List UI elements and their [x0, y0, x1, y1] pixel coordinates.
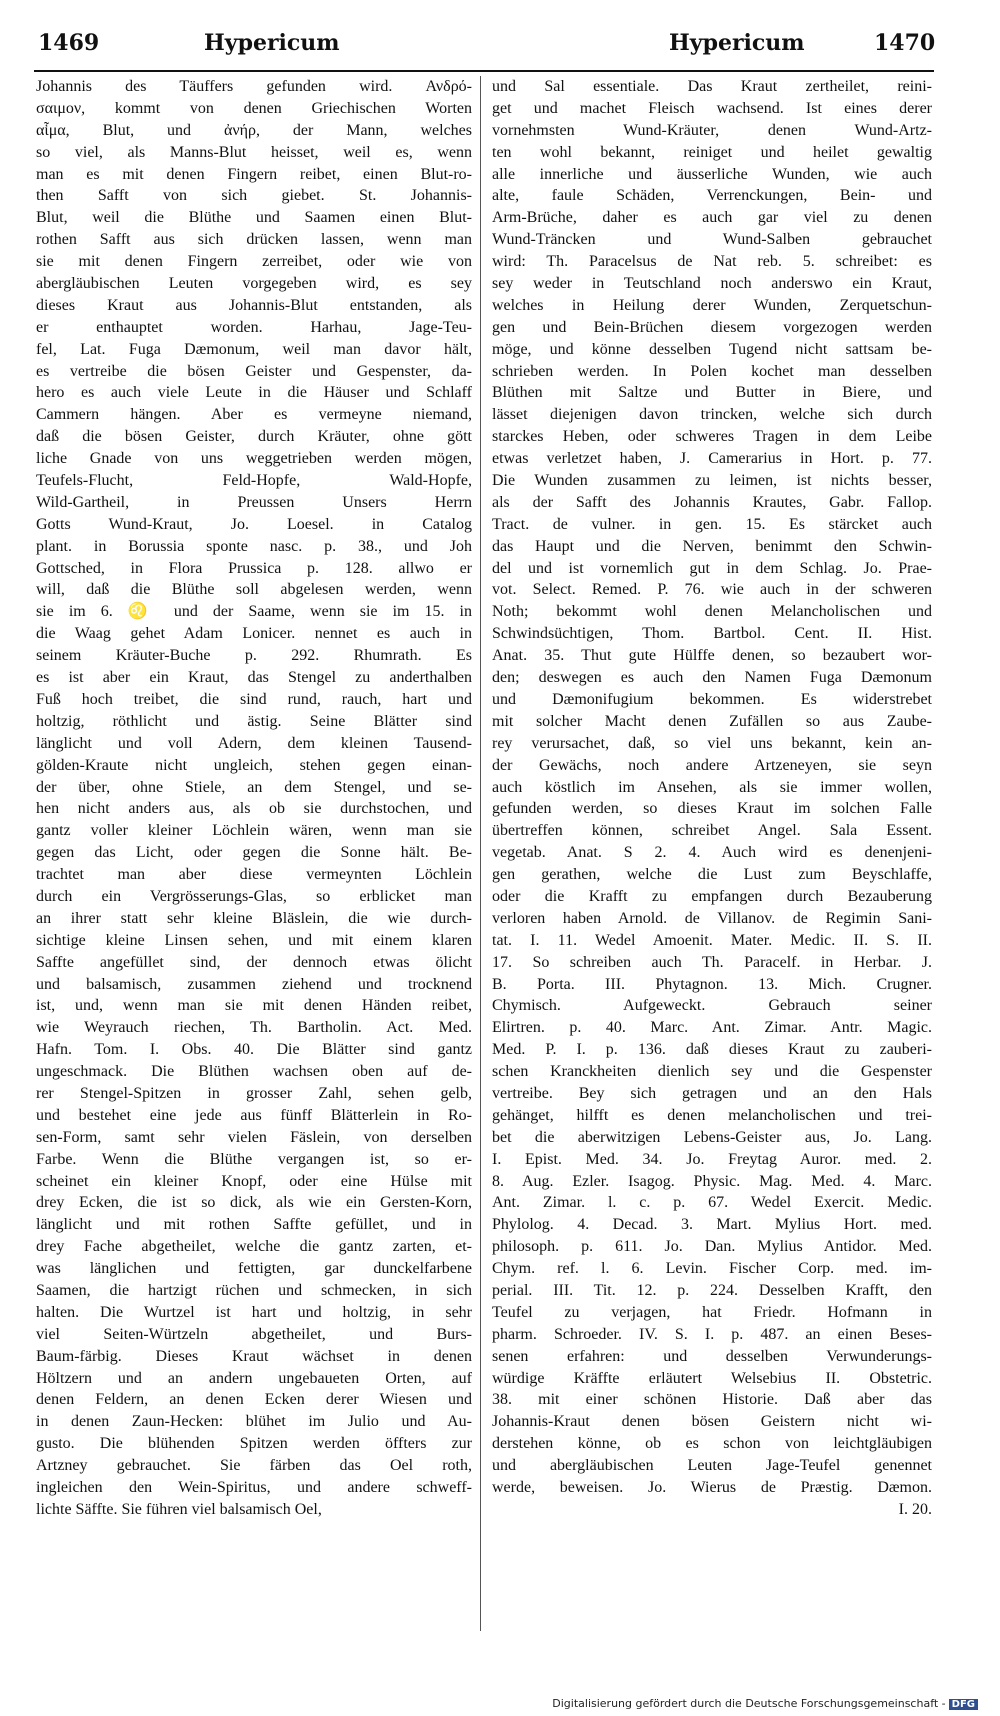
header-rule: [34, 70, 934, 72]
text-line: es vertreibe die bösen Geister und Gespenster, da-: [36, 362, 472, 380]
text-line: lässet diejenigen davon trincken, welche sich durch: [492, 406, 932, 424]
text-line: Blüthen mit Saltze und Butter in Biere, und: [492, 384, 932, 402]
text-line: das Haupt und die Nerven, benimmt den Schwin-: [492, 537, 932, 555]
text-line: sey weder in Teutschland noch anderswo ein Kraut,: [492, 275, 932, 293]
text-line: sie im 6. ♌ und der Saame, wenn sie im 15. in: [36, 603, 472, 621]
text-line: Höltzern und an andern ungebaueten Orten, auf: [36, 1369, 472, 1387]
text-line: Hafn. Tom. I. Obs. 40. Die Blätter sind gantz: [36, 1041, 472, 1059]
text-line: liche Gnade von uns weggetrieben werden mögen,: [36, 450, 472, 468]
text-line: del und ist vornemlich gut in dem Schlag. Jo. Prae-: [492, 559, 932, 577]
text-line: und abergläubischen Leuten Jage-Teufel genennet: [492, 1457, 932, 1475]
text-line: durch ein Vergrösserungs-Glas, so erblicket man: [36, 887, 472, 905]
text-line: der Gewächs, noch andere Artzeneyen, sie seyn: [492, 756, 932, 774]
text-line: mit solcher Macht denen Zufällen so aus Zaube-: [492, 712, 932, 730]
text-line: wird: Th. Paracelsus de Nat reb. 5. schreibet: es: [492, 253, 932, 271]
text-line: 38. mit einer schönen Historie. Daß aber das: [492, 1391, 932, 1409]
text-line: halten. Die Wurtzel ist hart und holtzig, in sehr: [36, 1303, 472, 1321]
text-line: abergläubischen Leuten vorgegeben wird, es sey: [36, 275, 472, 293]
text-line: I. 20.: [898, 1500, 932, 1518]
text-line: gefunden werden, so dieses Kraut im solchen Falle: [492, 800, 932, 818]
text-line: etwas verletzet haben, J. Camerarius in Hort. p. 77.: [492, 450, 932, 468]
text-line: alte, faule Schäden, Verrenckungen, Bein- und: [492, 187, 932, 205]
text-line: und balsamisch, zusammen ziehend und trocknend: [36, 975, 472, 993]
text-line: hero es auch viele Leute in die Häuser und Schlaff: [36, 384, 472, 402]
text-line: alle innerliche und äusserliche Wunden, wie auch: [492, 165, 932, 183]
text-line: hen nicht anders aus, als ob sie durchstochen, und: [36, 800, 472, 818]
text-line: Teufel zu verjagen, hat Friedr. Hofmann in: [492, 1303, 932, 1321]
running-title-right: Hypericum: [669, 30, 805, 56]
credit-text: Digitalisierung gefördert durch die Deutsche Forschungsgemeinschaft -: [552, 1697, 946, 1710]
text-line: gehänget, hilfft es denen melancholischen und trei-: [492, 1106, 932, 1124]
text-line: Tract. de vulner. in gen. 15. Es stärcket auch: [492, 515, 932, 533]
text-line: Gottsched, in Flora Prussica p. 128. allwo er: [36, 559, 472, 577]
text-line: Chymisch. Aufgeweckt. Gebrauch seiner: [492, 997, 932, 1015]
text-line: Schwindsüchtigen, Thom. Bartbol. Cent. II. Hist.: [492, 625, 932, 643]
text-line: Baum-färbig. Dieses Kraut wächset in denen: [36, 1347, 472, 1365]
text-line: perial. III. Tit. 12. p. 224. Desselben Krafft, den: [492, 1281, 932, 1299]
text-line: rey verursachet, daß, so viel uns bekannt, kein an-: [492, 734, 932, 752]
text-line: man es mit denen Fingern reibet, einen Blut-ro-: [36, 165, 472, 183]
text-line: σαιμον, kommt von denen Griechischen Worten: [36, 99, 472, 117]
text-line: Johannis des Täuffers gefunden wird. Ανδρό-: [36, 78, 472, 95]
text-line: Farbe. Wenn die Blüthe vergangen ist, so er-: [36, 1150, 472, 1168]
text-line: Phylolog. 4. Decad. 3. Mart. Mylius Hort. med.: [492, 1216, 932, 1234]
text-line: Noth; bekommt wohl denen Melancholischen und: [492, 603, 932, 621]
text-line: lichte Säffte. Sie führen viel balsamisch Oel,: [36, 1500, 322, 1518]
text-line: I. Epist. Med. 34. Jo. Freytag Auror. med. 2.: [492, 1150, 932, 1168]
text-line: gantz voller kleiner Löchlein wären, wenn man sie: [36, 822, 472, 840]
text-line: der über, ohne Stiele, an dem Stengel, und se-: [36, 778, 472, 796]
text-line: Med. P. I. p. 136. daß dieses Kraut zu zauberi-: [492, 1041, 932, 1059]
text-line: länglicht und voll Adern, dem kleinen Tausend-: [36, 734, 472, 752]
text-line: will, daß die Blüthe soll abgelesen werden, wenn: [36, 581, 472, 599]
text-line: werde, beweisen. Jo. Wierus de Præstig. Dæmon.: [492, 1479, 932, 1496]
text-line: ist, und, wenn man sie mit denen Händen reibet,: [36, 997, 472, 1015]
text-line: fel, Lat. Fuga Dæmonum, weil man davor hält,: [36, 340, 472, 358]
text-line: Wild-Gartheil, in Preussen Unsers Herrn: [36, 493, 472, 511]
text-line: gen und Bein-Brüchen diesem vorgezogen werden: [492, 318, 932, 336]
text-column-left: [36, 76, 472, 1521]
text-line: und Sal essentiale. Das Kraut zertheilet, reini-: [492, 78, 932, 95]
dfg-logo: DFG: [949, 1699, 978, 1710]
text-line: er enthauptet worden. Harhau, Jage-Teu-: [36, 318, 472, 336]
text-line: vornehmsten Wund-Kräuter, denen Wund-Artz-: [492, 121, 932, 139]
text-line: rer Stengel-Spitzen in grosser Zahl, sehen gelb,: [36, 1084, 472, 1102]
text-line: an ihrer statt sehr kleine Bläslein, die wie durch-: [36, 909, 472, 927]
text-line: verloren haben Arnold. de Villanov. de Regimin Sani-: [492, 909, 932, 927]
text-line: tat. I. 11. Wedel Amoenit. Mater. Medic. II. S. II.: [492, 931, 932, 949]
text-line: Anat. 35. Thut gute Hülffe denen, so bezaubert wor-: [492, 647, 932, 665]
text-line: übertreffen können, schreibet Angel. Sala Essent.: [492, 822, 932, 840]
text-line: Die Wunden zusammen zu leimen, ist nichts besser,: [492, 472, 932, 490]
text-line: 8. Aug. Ezler. Isagog. Physic. Mag. Med. 4. Marc.: [492, 1172, 932, 1190]
text-line: Wund-Träncken und Wund-Salben gebrauchet: [492, 231, 932, 249]
text-line: ingleichen den Wein-Spiritus, und andere schweff-: [36, 1479, 472, 1496]
text-line: daß die bösen Geister, durch Kräuter, ohne gött: [36, 428, 472, 446]
text-column-right: [492, 76, 932, 1521]
text-line: als der Safft des Johannis Krautes, Gabr. Fallop.: [492, 493, 932, 511]
text-line: drey Fache abgetheilet, welche die gantz zarten, et-: [36, 1238, 472, 1256]
text-line: ten wohl bekannt, reiniget und heilet gewaltig: [492, 143, 932, 161]
text-line: vegetab. Anat. S 2. 4. Auch wird es denenjeni-: [492, 844, 932, 862]
text-line: Fuß hoch treibet, die sind rund, rauch, hart und: [36, 690, 472, 708]
text-line: gen gerathen, welche die Lust zum Beyschlaffe,: [492, 866, 932, 884]
text-line: so viel, als Manns-Blut heisset, weil es, wenn: [36, 143, 472, 161]
text-line: denen Feldern, an denen Ecken derer Wiesen und: [36, 1391, 472, 1409]
text-line: Gotts Wund-Kraut, Jo. Loesel. in Catalog: [36, 515, 472, 533]
text-line: viel Seiten-Würtzeln abgetheilet, und Burs-: [36, 1325, 472, 1343]
text-line: was länglichen und fettigten, gar dunckelfarbene: [36, 1260, 472, 1278]
text-line: Artzney gebrauchet. Sie färben das Oel roth,: [36, 1457, 472, 1475]
text-line: schen Kranckheiten dienlich sey und die Gespenster: [492, 1063, 932, 1081]
text-line: Johannis-Kraut denen bösen Geistern nicht wi-: [492, 1413, 932, 1431]
text-line: Saamen, die hartzigt rüchen und schmecken, in sich: [36, 1281, 472, 1299]
text-line: sichtige kleine Linsen sehen, und mit einem klaren: [36, 931, 472, 949]
text-line: scheinet ein kleiner Knopf, oder eine Hülse mit: [36, 1172, 472, 1190]
text-line: rothen Safft aus sich drücken lassen, wenn man: [36, 231, 472, 249]
text-line: vot. Select. Remed. P. 76. wie auch in der schweren: [492, 581, 932, 599]
text-line: trachtet man aber diese vermeynten Löchlein: [36, 866, 472, 884]
text-line: den; deswegen es auch den Namen Fuga Dæmonum: [492, 669, 932, 687]
digitization-credit: [552, 1697, 978, 1710]
text-line: seinem Kräuter-Buche p. 292. Rhumrath. Es: [36, 647, 472, 665]
text-line: welches in Heilung derer Wunden, Zerquetschun-: [492, 296, 932, 314]
text-line: starckes Heben, oder schweres Tragen in dem Leibe: [492, 428, 932, 446]
text-line: senen erfahren: und desselben Verwunderungs-: [492, 1347, 932, 1365]
column-divider: [480, 76, 481, 1631]
text-line: derstehen könne, ob es schon von leichtgläubigen: [492, 1435, 932, 1453]
text-line: Blut, weil die Blüthe und Saamen einen Blut-: [36, 209, 472, 227]
text-line: 17. So schreiben auch Th. Paracelf. in Herbar. J.: [492, 953, 932, 971]
page-number-right: 1470: [874, 30, 936, 56]
text-line: Teufels-Flucht, Feld-Hopfe, Wald-Hopfe,: [36, 472, 472, 490]
text-line: Chym. ref. l. 6. Levin. Fischer Corp. med. im-: [492, 1260, 932, 1278]
text-line: sen-Form, samt sehr vielen Fäslein, von derselben: [36, 1128, 472, 1146]
page-number-left: 1469: [38, 30, 100, 56]
text-line: Elirtren. p. 40. Marc. Ant. Zimar. Antr. Magic.: [492, 1019, 932, 1037]
text-line: holtzig, röthlicht und ästig. Seine Blätter sind: [36, 712, 472, 730]
text-line: drey Ecken, die ist so dick, als wie ein Gersten-Korn,: [36, 1194, 472, 1212]
text-line: dieses Kraut aus Johannis-Blut entstanden, als: [36, 296, 472, 314]
text-line: oder die Krafft zu empfangen durch Bezauberung: [492, 887, 932, 905]
text-line: vertreibe. Bey sich getragen und an den Hals: [492, 1084, 932, 1102]
text-line: αἷμα, Blut, und ἀνήρ, der Mann, welches: [36, 121, 472, 139]
text-line: gusto. Die blühenden Spitzen werden öffters zur: [36, 1435, 472, 1453]
text-line: get und machet Fleisch wachsend. Ist eines derer: [492, 99, 932, 117]
text-line: schrieben werden. In Polen kochet man desselben: [492, 362, 932, 380]
text-line: Cammern hängen. Aber es vermeyne niemand,: [36, 406, 472, 424]
text-line: länglicht und mit rothen Saffte gefüllet, und in: [36, 1216, 472, 1234]
text-line: möge, und könne desselben Tugend nicht sattsam be-: [492, 340, 932, 358]
text-line: then Safft von sich giebet. St. Johannis-: [36, 187, 472, 205]
text-line: und bestehet eine jede aus fünff Blätterlein in Ro-: [36, 1106, 472, 1124]
text-line: Arm-Brüche, daher es auch gar viel zu denen: [492, 209, 932, 227]
text-line: wie Weyrauch riechen, Th. Bartholin. Act. Med.: [36, 1019, 472, 1037]
text-line: sie mit denen Fingern zerreibet, oder wie von: [36, 253, 472, 271]
text-line: gölden-Kraute nicht ungleich, stehen gegen einan-: [36, 756, 472, 774]
text-line: bet die aberwitzigen Lebens-Geister aus, Jo. Lang.: [492, 1128, 932, 1146]
running-title-left: Hypericum: [204, 30, 340, 56]
text-line: gegen das Licht, oder gegen die Sonne hält. Be-: [36, 844, 472, 862]
text-line: B. Porta. III. Phytagnon. 13. Mich. Crugner.: [492, 975, 932, 993]
text-line: philosoph. p. 611. Jo. Dan. Mylius Antidor. Med.: [492, 1238, 932, 1256]
text-line: in denen Zaun-Hecken: blühet im Julio und Au-: [36, 1413, 472, 1431]
text-line: ungeschmack. Die Blüthen wachsen oben auf de-: [36, 1063, 472, 1081]
text-line: Saffte angefüllet sind, der dennoch etwas ölicht: [36, 953, 472, 971]
text-line: es ist aber ein Kraut, das Stengel zu anderthalben: [36, 669, 472, 687]
text-line: und Dæmonifugium bekommen. Es widerstrebet: [492, 690, 932, 708]
running-header: [34, 30, 934, 64]
text-line: pharm. Schroeder. IV. S. I. p. 487. an einen Beses-: [492, 1325, 932, 1343]
text-line: Ant. Zimar. l. c. p. 67. Wedel Exercit. Medic.: [492, 1194, 932, 1212]
text-line: die Waag gehet Adam Lonicer. nennet es auch in: [36, 625, 472, 643]
text-line: plant. in Borussia sponte nasc. p. 38., und Joh: [36, 537, 472, 555]
text-line: würdige Kräffte erläutert Welsebius II. Obstetric.: [492, 1369, 932, 1387]
text-line: auch köstlich im Ansehen, als sie immer wollen,: [492, 778, 932, 796]
